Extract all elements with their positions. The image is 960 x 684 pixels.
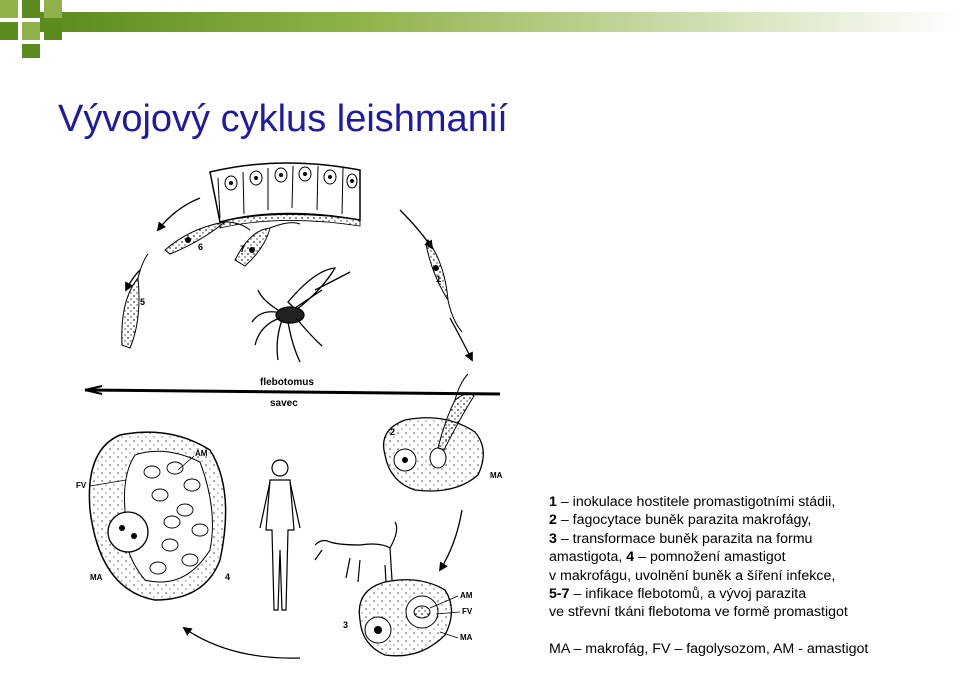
legend-line-1: 1 – inokulace hostitele promastigotními stádii, [549,494,836,510]
arrow [158,198,200,230]
legend-line-2: 2 – fagocytace buněk parazita makrofágy, [549,512,812,529]
stage-number-6: 6 [198,242,204,252]
label-fv-stage3: FV [462,607,473,616]
sandfly-illustration [252,268,350,362]
stage-number-3: 3 [343,620,349,630]
banner-square [22,22,40,40]
banner-gradient-bar [40,12,960,32]
stage-number-1: 1 [436,274,442,284]
arrow [184,628,300,658]
arrow [440,510,462,570]
banner-square [22,44,40,58]
label-ma-stage4: MA [90,573,103,582]
legend-line-3: 3 – transformace buněk parazita na formu [549,530,813,547]
promastigote-stage-1 [426,240,462,332]
legend-line-5: v makrofágu, uvolnění buněk a šíření infekce, [549,567,836,584]
human-figure [260,460,300,610]
label-am-stage3: AM [460,591,473,600]
legend-line-7: ve střevní tkáni flebotoma ve formě promastigot [549,604,848,621]
boundary-label-savec: savec [270,398,298,409]
label-ma-stage3: MA [460,633,473,642]
stage-number-5: 5 [140,297,146,307]
host-boundary [85,377,500,409]
legend [549,493,954,658]
sandfly-gut-epithelium [210,163,360,228]
header-banner [0,0,960,60]
banner-square [0,0,18,18]
legend-abbreviations: MA – makrofág, FV – fagolysozom, AM - amastigot [549,640,869,657]
stage-number-2: 2 [390,427,396,437]
label-ma-stage2: MA [490,471,503,480]
banner-square [22,0,40,18]
page-title: Vývojový cyklus leishmanií [58,98,508,140]
label-am-stage4: AM [195,449,208,458]
boundary-label-flebotomus: flebotomus [260,377,314,388]
label-fv-stage4: FV [76,481,87,490]
legend-line-6: 5-7 – infikace flebotomů, a vývoj parazita [549,586,807,603]
dog-figure [315,522,397,582]
legend-line-4: amastigota, 4 – pomnožení amastigot [549,549,786,566]
stage-number-4: 4 [225,572,231,582]
banner-square [44,22,62,40]
stage-number-7: 7 [240,244,246,254]
promastigote-stage-6 [165,222,250,254]
banner-square [44,0,62,18]
arrow [450,318,472,360]
life-cycle-diagram [60,150,530,680]
banner-square [0,22,18,40]
macrophage-stage-3 [359,580,451,656]
